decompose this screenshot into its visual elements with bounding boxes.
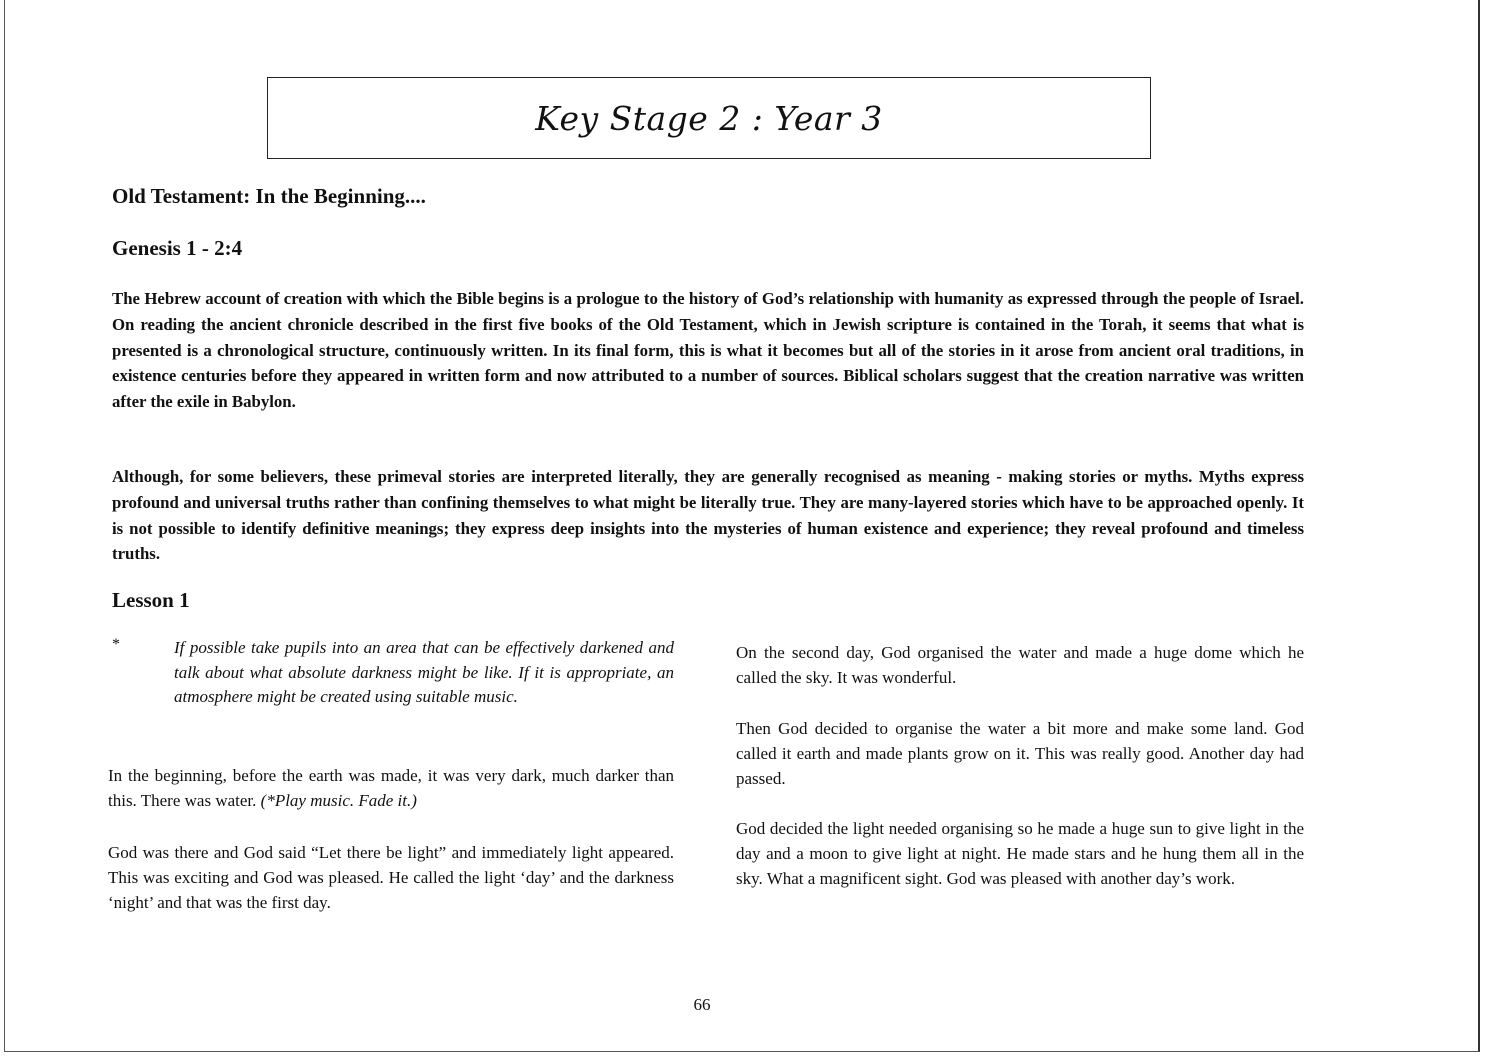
scripture-reference: Genesis 1 - 2:4: [112, 236, 243, 260]
story-paragraph-3: On the second day, God organised the water and made a huge dome which he called the sky. It was wonderful.: [736, 643, 1304, 687]
story-paragraph-5: God decided the light needed organising so he made a huge sun to give light in the day and a moon to give light at night. He made stars and he hung them all in the sky. What a magnificent sight. God was pleased with another day’s work.: [736, 819, 1304, 888]
page-title: Key Stage 2 : Year 3: [535, 98, 883, 138]
section-heading: Old Testament: In the Beginning....: [112, 184, 426, 208]
teacher-note-text: If possible take pupils into an area that can be effectively darkened and talk about what absolute darkness might be like. If it is appropriate, an atmosphere might be created using suitable music.: [174, 638, 674, 706]
stage-direction: (*Play music. Fade it.): [260, 791, 417, 810]
title-box: [267, 77, 1151, 159]
intro-paragraph-1: The Hebrew account of creation with which the Bible begins is a prologue to the history of God’s relationship with humanity as expressed through the people of Israel. On reading the ancient chronicle described in the first five books of the Old Testament, which in Jewish scripture is contained in the Torah, it seems that what is presented is a chronological structure, continuously written. In its final form, this is what it becomes but all of the stories in it arose from ancient oral traditions, in existence centuries before they appeared in written form and now attributed to a number of sources. Biblical scholars suggest that the creation narrative was written after the exile in Babylon.: [112, 289, 1304, 412]
lesson-heading: Lesson 1: [112, 588, 190, 612]
page-number: 66: [693, 995, 711, 1014]
story-paragraph-2: God was there and God said “Let there be light” and immediately light appeared. This was exciting and God was pleased. He called the light ‘day’ and the darkness ‘night’ and that was the first day.: [108, 843, 674, 912]
intro-paragraph-2: Although, for some believers, these primeval stories are interpreted literally, they are generally recognised as meaning - making stories or myths. Myths express profound and universal truths rather than confining themselves to what might be literally true. They are many-layered stories which have to be approached openly. It is not possible to identify definitive meanings; they express deep insights into the mysteries of human existence and experience; they reveal profound and timeless truths.: [112, 467, 1304, 564]
story-paragraph-4: Then God decided to organise the water a bit more and make some land. God called it earth and made plants grow on it. This was really good. Another day had passed.: [736, 719, 1304, 788]
teacher-note: [108, 636, 674, 710]
story-paragraph-1: [108, 763, 674, 813]
note-marker: *: [112, 636, 120, 653]
story-paragraph-1-text: In the beginning, before the earth was made, it was very dark, much darker than this. There was water.: [108, 766, 674, 810]
